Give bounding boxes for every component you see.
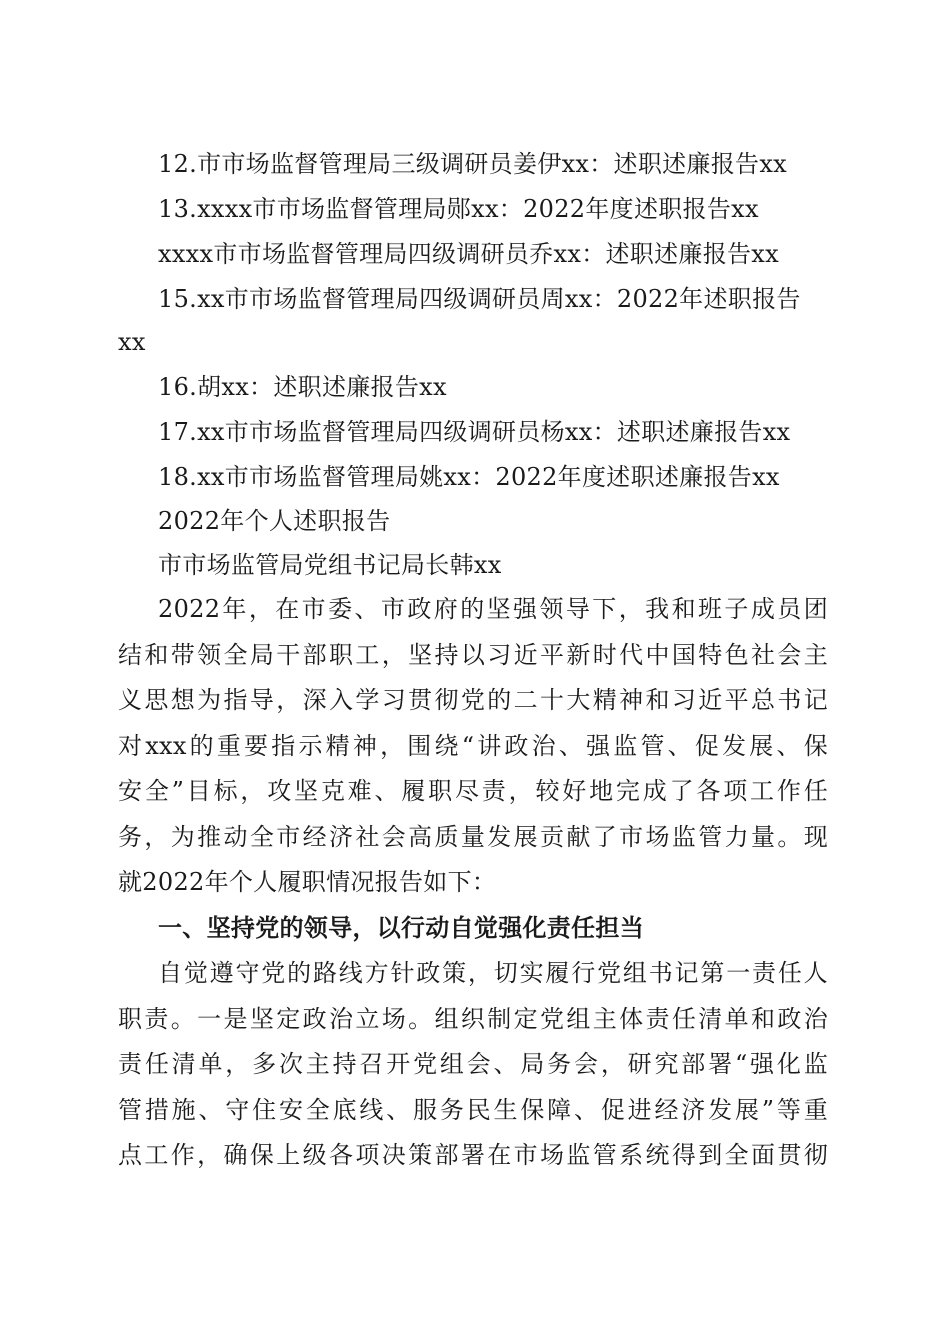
section-1-line-3: 责任清单，多次主持召开党组会、局务会，研究部署“强化监 [118, 1050, 828, 1078]
toc-line-15: 15.xx市市场监督管理局四级调研员周xx：2022年述职报告 [158, 285, 801, 313]
intro-line-7: 就2022年个人履职情况报告如下： [118, 868, 497, 896]
section-1-line-5: 点工作，确保上级各项决策部署在市场监管系统得到全面贯彻 [118, 1141, 828, 1169]
section-1-heading: 一、坚持党的领导，以行动自觉强化责任担当 [158, 914, 644, 942]
toc-line-18: 18.xx市市场监督管理局姚xx：2022年度述职述廉报告xx [158, 463, 780, 491]
section-1-line-4: 管措施、守住安全底线、服务民生保障、促进经济发展”等重 [118, 1096, 828, 1124]
section-1-line-2: 职责。一是坚定政治立场。组织制定党组主体责任清单和政治 [118, 1005, 828, 1033]
intro-line-1: 2022年，在市委、市政府的坚强领导下，我和班子成员团 [158, 595, 828, 623]
intro-line-5: 安全”目标，攻坚克难、履职尽责，较好地完成了各项工作任 [118, 777, 828, 805]
report-author: 市市场监管局党组书记局长韩xx [158, 551, 502, 579]
intro-line-6: 务，为推动全市经济社会高质量发展贡献了市场监管力量。现 [118, 823, 828, 851]
toc-line-15-continued: xx [118, 328, 146, 356]
section-1-line-1: 自觉遵守党的路线方针政策，切实履行党组书记第一责任人 [158, 959, 828, 987]
report-title: 2022年个人述职报告 [158, 507, 391, 535]
intro-line-2: 结和带领全局干部职工，坚持以习近平新时代中国特色社会主 [118, 641, 828, 669]
intro-line-4: 对xxx的重要指示精神，围绕“讲政治、强监管、促发展、保 [118, 732, 828, 760]
toc-line-12: 12.市市场监督管理局三级调研员姜伊xx：述职述廉报告xx [158, 150, 788, 178]
toc-line-13: 13.xxxx市市场监督管理局郧xx：2022年度述职报告xx [158, 195, 759, 223]
intro-line-3: 义思想为指导，深入学习贯彻党的二十大精神和习近平总书记 [118, 686, 828, 714]
toc-line-17: 17.xx市市场监督管理局四级调研员杨xx：述职述廉报告xx [158, 418, 791, 446]
toc-line-16: 16.胡xx：述职述廉报告xx [158, 373, 447, 401]
toc-line-14: xxxx市市场监督管理局四级调研员乔xx：述职述廉报告xx [158, 240, 779, 268]
